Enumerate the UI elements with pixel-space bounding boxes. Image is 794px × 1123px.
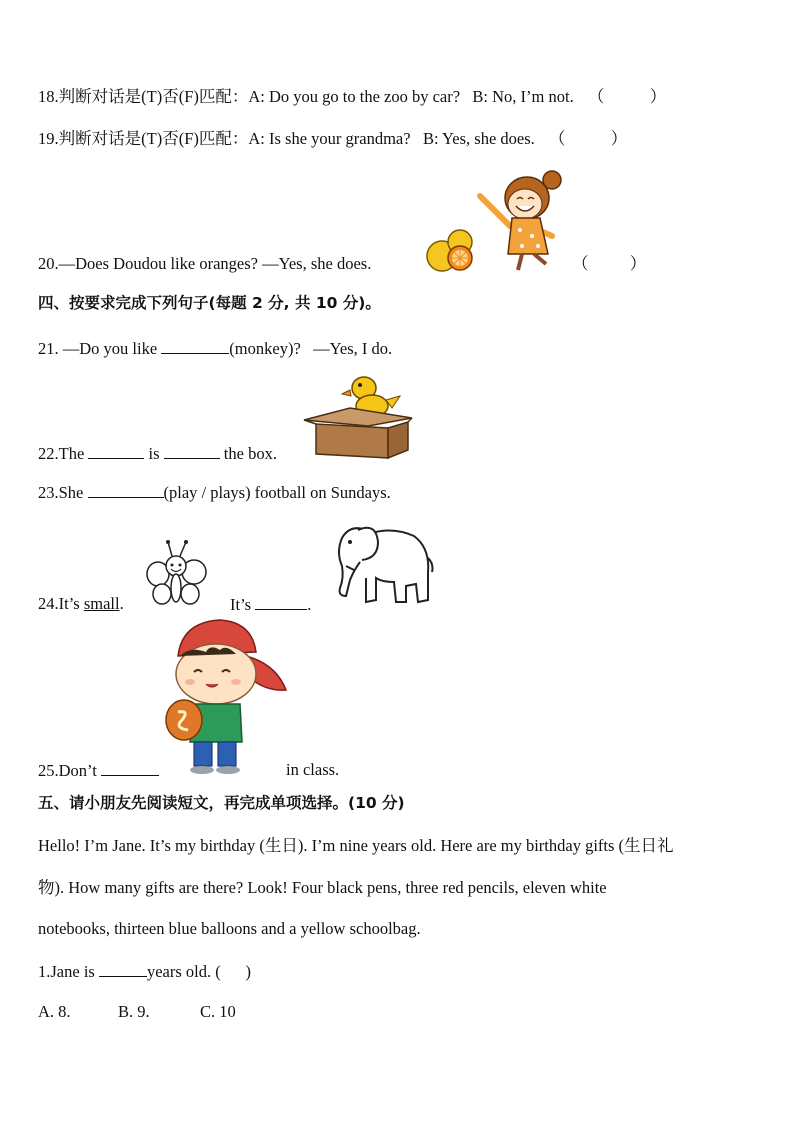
question-22-suffix: the box. xyxy=(219,444,277,463)
duck-in-box-illustration xyxy=(302,374,416,460)
question-24-second-prefix: It’s xyxy=(230,595,256,614)
question-22-prefix: 22.The xyxy=(38,444,89,463)
mc-option-c[interactable]: C. 10 xyxy=(200,1002,236,1021)
answer-blank-24[interactable] xyxy=(255,593,307,610)
answer-paren-19[interactable]: （ ） xyxy=(548,129,628,148)
passage-line-3: notebooks, thirteen blue balloons and a yellow schoolbag. xyxy=(38,919,421,938)
answer-paren-18[interactable]: （ ） xyxy=(587,87,667,106)
girl-with-oranges-illustration xyxy=(422,166,568,274)
question-25-suffix: in class. xyxy=(286,760,340,779)
question-21-suffix: (monkey)? —Yes, I do. xyxy=(229,339,393,358)
question-20-text: 20.—Does Doudou like oranges? —Yes, she does. xyxy=(38,254,372,273)
answer-blank-22a[interactable] xyxy=(88,442,144,459)
mc-option-a[interactable]: A. 8. xyxy=(38,1002,71,1021)
elephant-illustration xyxy=(332,518,434,610)
question-24-keyword: small xyxy=(83,594,120,613)
answer-blank-22b[interactable] xyxy=(164,442,220,459)
section-4-heading: 四、按要求完成下列句子(每题 2 分, 共 10 分)。 xyxy=(38,294,381,312)
answer-blank-21[interactable] xyxy=(161,337,229,354)
mc-question-1-prefix: 1.Jane is xyxy=(38,962,99,981)
answer-blank-25[interactable] xyxy=(101,759,159,776)
question-24-second xyxy=(230,593,311,616)
question-24-prefix: 24.It’s xyxy=(38,594,84,613)
question-24-period: . xyxy=(119,594,124,613)
question-24 xyxy=(38,593,124,615)
boy-with-ball-illustration xyxy=(160,616,290,776)
question-23 xyxy=(38,481,391,504)
passage-line-2: 物). How many gifts are there? Look! Four black pens, three red pencils, eleven white xyxy=(38,878,607,897)
question-18 xyxy=(38,86,666,108)
passage-line-1: Hello! I’m Jane. It’s my birthday (生日). I’m nine years old. Here are my birthday gifts (生日礼 xyxy=(38,836,674,855)
answer-blank-mc1[interactable] xyxy=(99,960,147,977)
butterfly-illustration xyxy=(146,538,208,608)
question-25 xyxy=(38,759,159,782)
question-18-text: 18.判断对话是(T)否(F)匹配：A: Do you go to the zoo by car? B: No, I’m not. xyxy=(38,87,574,106)
mc-question-1 xyxy=(38,960,251,983)
question-21-prefix: 21. —Do you like xyxy=(38,339,162,358)
question-22 xyxy=(38,442,277,465)
question-19-text: 19.判断对话是(T)否(F)匹配：A: Is she your grandma? B: Yes, she does. xyxy=(38,129,535,148)
question-23-suffix: (play / plays) football on Sundays. xyxy=(163,483,391,502)
question-23-prefix: 23.She xyxy=(38,483,88,502)
section-5-heading: 五、请小朋友先阅读短文，再完成单项选择。(10 分) xyxy=(38,794,405,812)
mc-option-b[interactable]: B. 9. xyxy=(118,1002,150,1021)
question-20 xyxy=(38,253,371,275)
question-24-second-period: . xyxy=(307,595,312,614)
question-22-middle: is xyxy=(144,444,164,463)
answer-paren-20[interactable]: （ ） xyxy=(572,254,647,273)
question-25-prefix: 25.Don’t xyxy=(38,761,101,780)
question-19 xyxy=(38,128,627,150)
question-21 xyxy=(38,337,392,360)
answer-blank-23[interactable] xyxy=(88,481,164,498)
mc-question-1-suffix: years old. ( ) xyxy=(146,962,251,981)
